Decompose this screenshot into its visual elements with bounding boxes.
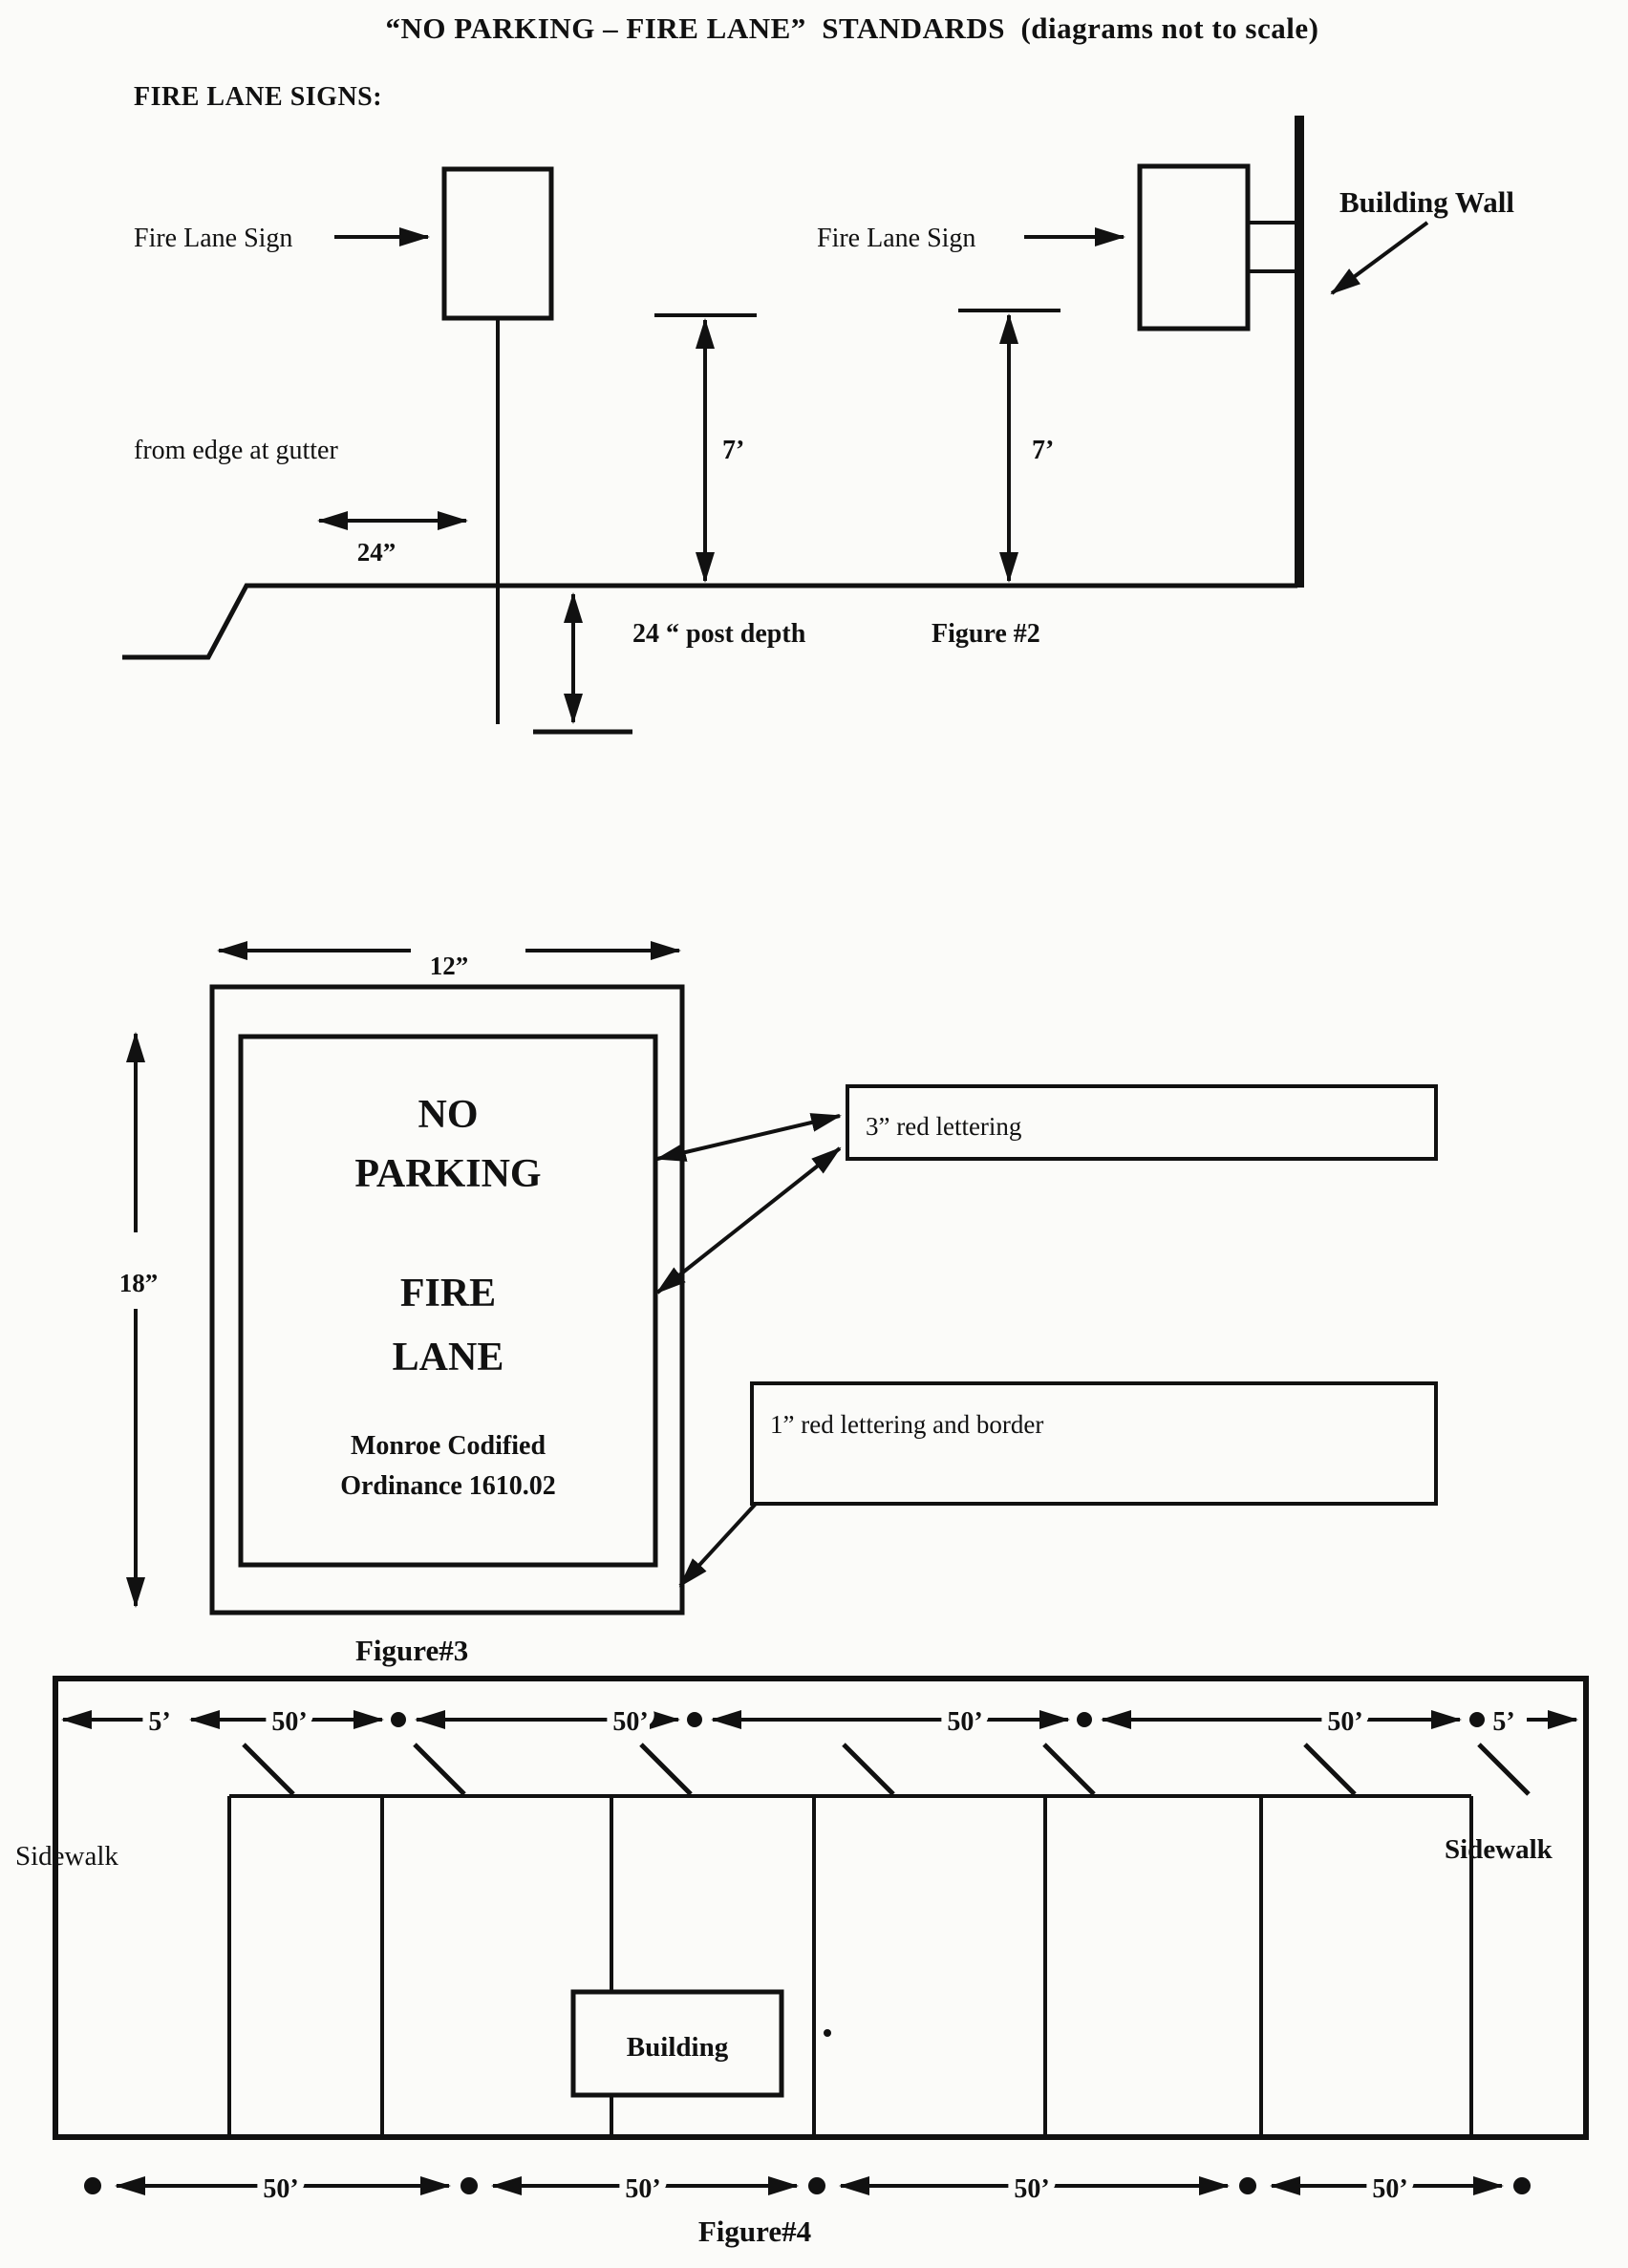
building-label: Building [626,2032,729,2063]
lettering-callout-text: 3” red lettering [866,1112,1022,1141]
building-wall-label: Building Wall [1339,185,1514,219]
top-dim-3: 50’ [947,1707,983,1737]
gutter-offset-value: 24” [356,538,396,567]
post-depth-value: 24 “ post depth [632,619,806,649]
figure4-diagram [0,1662,1628,2268]
figure2-caption: Figure #2 [932,619,1040,649]
left-fire-lane-sign-box [444,169,551,318]
curb-hatch-marks [244,1744,1529,1794]
bottom-dim-0: 50’ [263,2174,299,2204]
sign-text-line2: PARKING [354,1152,542,1196]
top-dim-0: 5’ [148,1707,171,1737]
bottom-dim-2: 50’ [1014,2174,1050,2204]
stray-dot [824,2029,831,2037]
sign-height-value: 18” [118,1269,159,1297]
sign-text-line1: NO [418,1093,479,1137]
sign-text-line4: LANE [392,1336,504,1380]
right-fire-lane-sign-box [1140,166,1248,329]
top-dim-4: 50’ [1327,1707,1363,1737]
figure4-caption: Figure#4 [697,2215,812,2248]
left-height-dimension [654,315,757,581]
bottom-dim-1: 50’ [625,2174,661,2204]
gutter-label: from edge at gutter [134,436,338,465]
bottom-dim-3: 50’ [1372,2174,1408,2204]
page-title: “NO PARKING – FIRE LANE” STANDARDS (diagrams not to scale) [385,11,1319,45]
sidewalk-left-label: Sidewalk [15,1841,118,1872]
figure3-caption: Figure#3 [355,1634,469,1667]
sign-mount-brackets [1248,223,1297,271]
border-callout-box [752,1383,1436,1504]
post-depth-dimension [533,594,806,732]
building-wall-pointer-arrow [1332,223,1427,293]
top-dim-5: 5’ [1492,1707,1515,1737]
left-sign-label: Fire Lane Sign [134,224,293,253]
border-callout-text: 1” red lettering and border [770,1410,1044,1439]
lettering-callout-arrow-lower [657,1148,840,1293]
sign-height-dimension [119,1034,159,1606]
gutter-offset-dimension [319,521,466,567]
top-dimension-row [63,1707,1576,1737]
parking-bays [229,1796,1471,2140]
site-outline [55,1679,1586,2137]
lettering-callout-arrow-upper [657,1116,840,1159]
top-dim-1: 50’ [271,1707,308,1737]
bottom-dimension-row [84,2174,1531,2204]
left-height-value: 7’ [722,436,745,465]
right-height-dimension [958,310,1060,581]
right-height-value: 7’ [1032,436,1055,465]
figure2-diagram [0,76,1628,783]
ordinance-line2: Ordinance 1610.02 [340,1471,556,1501]
ordinance-line1: Monroe Codified [350,1431,546,1461]
sign-width-value: 12” [429,952,469,980]
right-sign-label: Fire Lane Sign [817,224,976,253]
figure3-diagram [0,917,1628,1681]
sidewalk-right-label: Sidewalk [1445,1834,1553,1865]
border-callout-arrow [680,1504,756,1586]
sign-width-dimension [219,951,679,980]
section-heading: FIRE LANE SIGNS: [134,82,383,112]
top-dim-2: 50’ [612,1707,649,1737]
sign-text-line3: FIRE [399,1272,497,1316]
